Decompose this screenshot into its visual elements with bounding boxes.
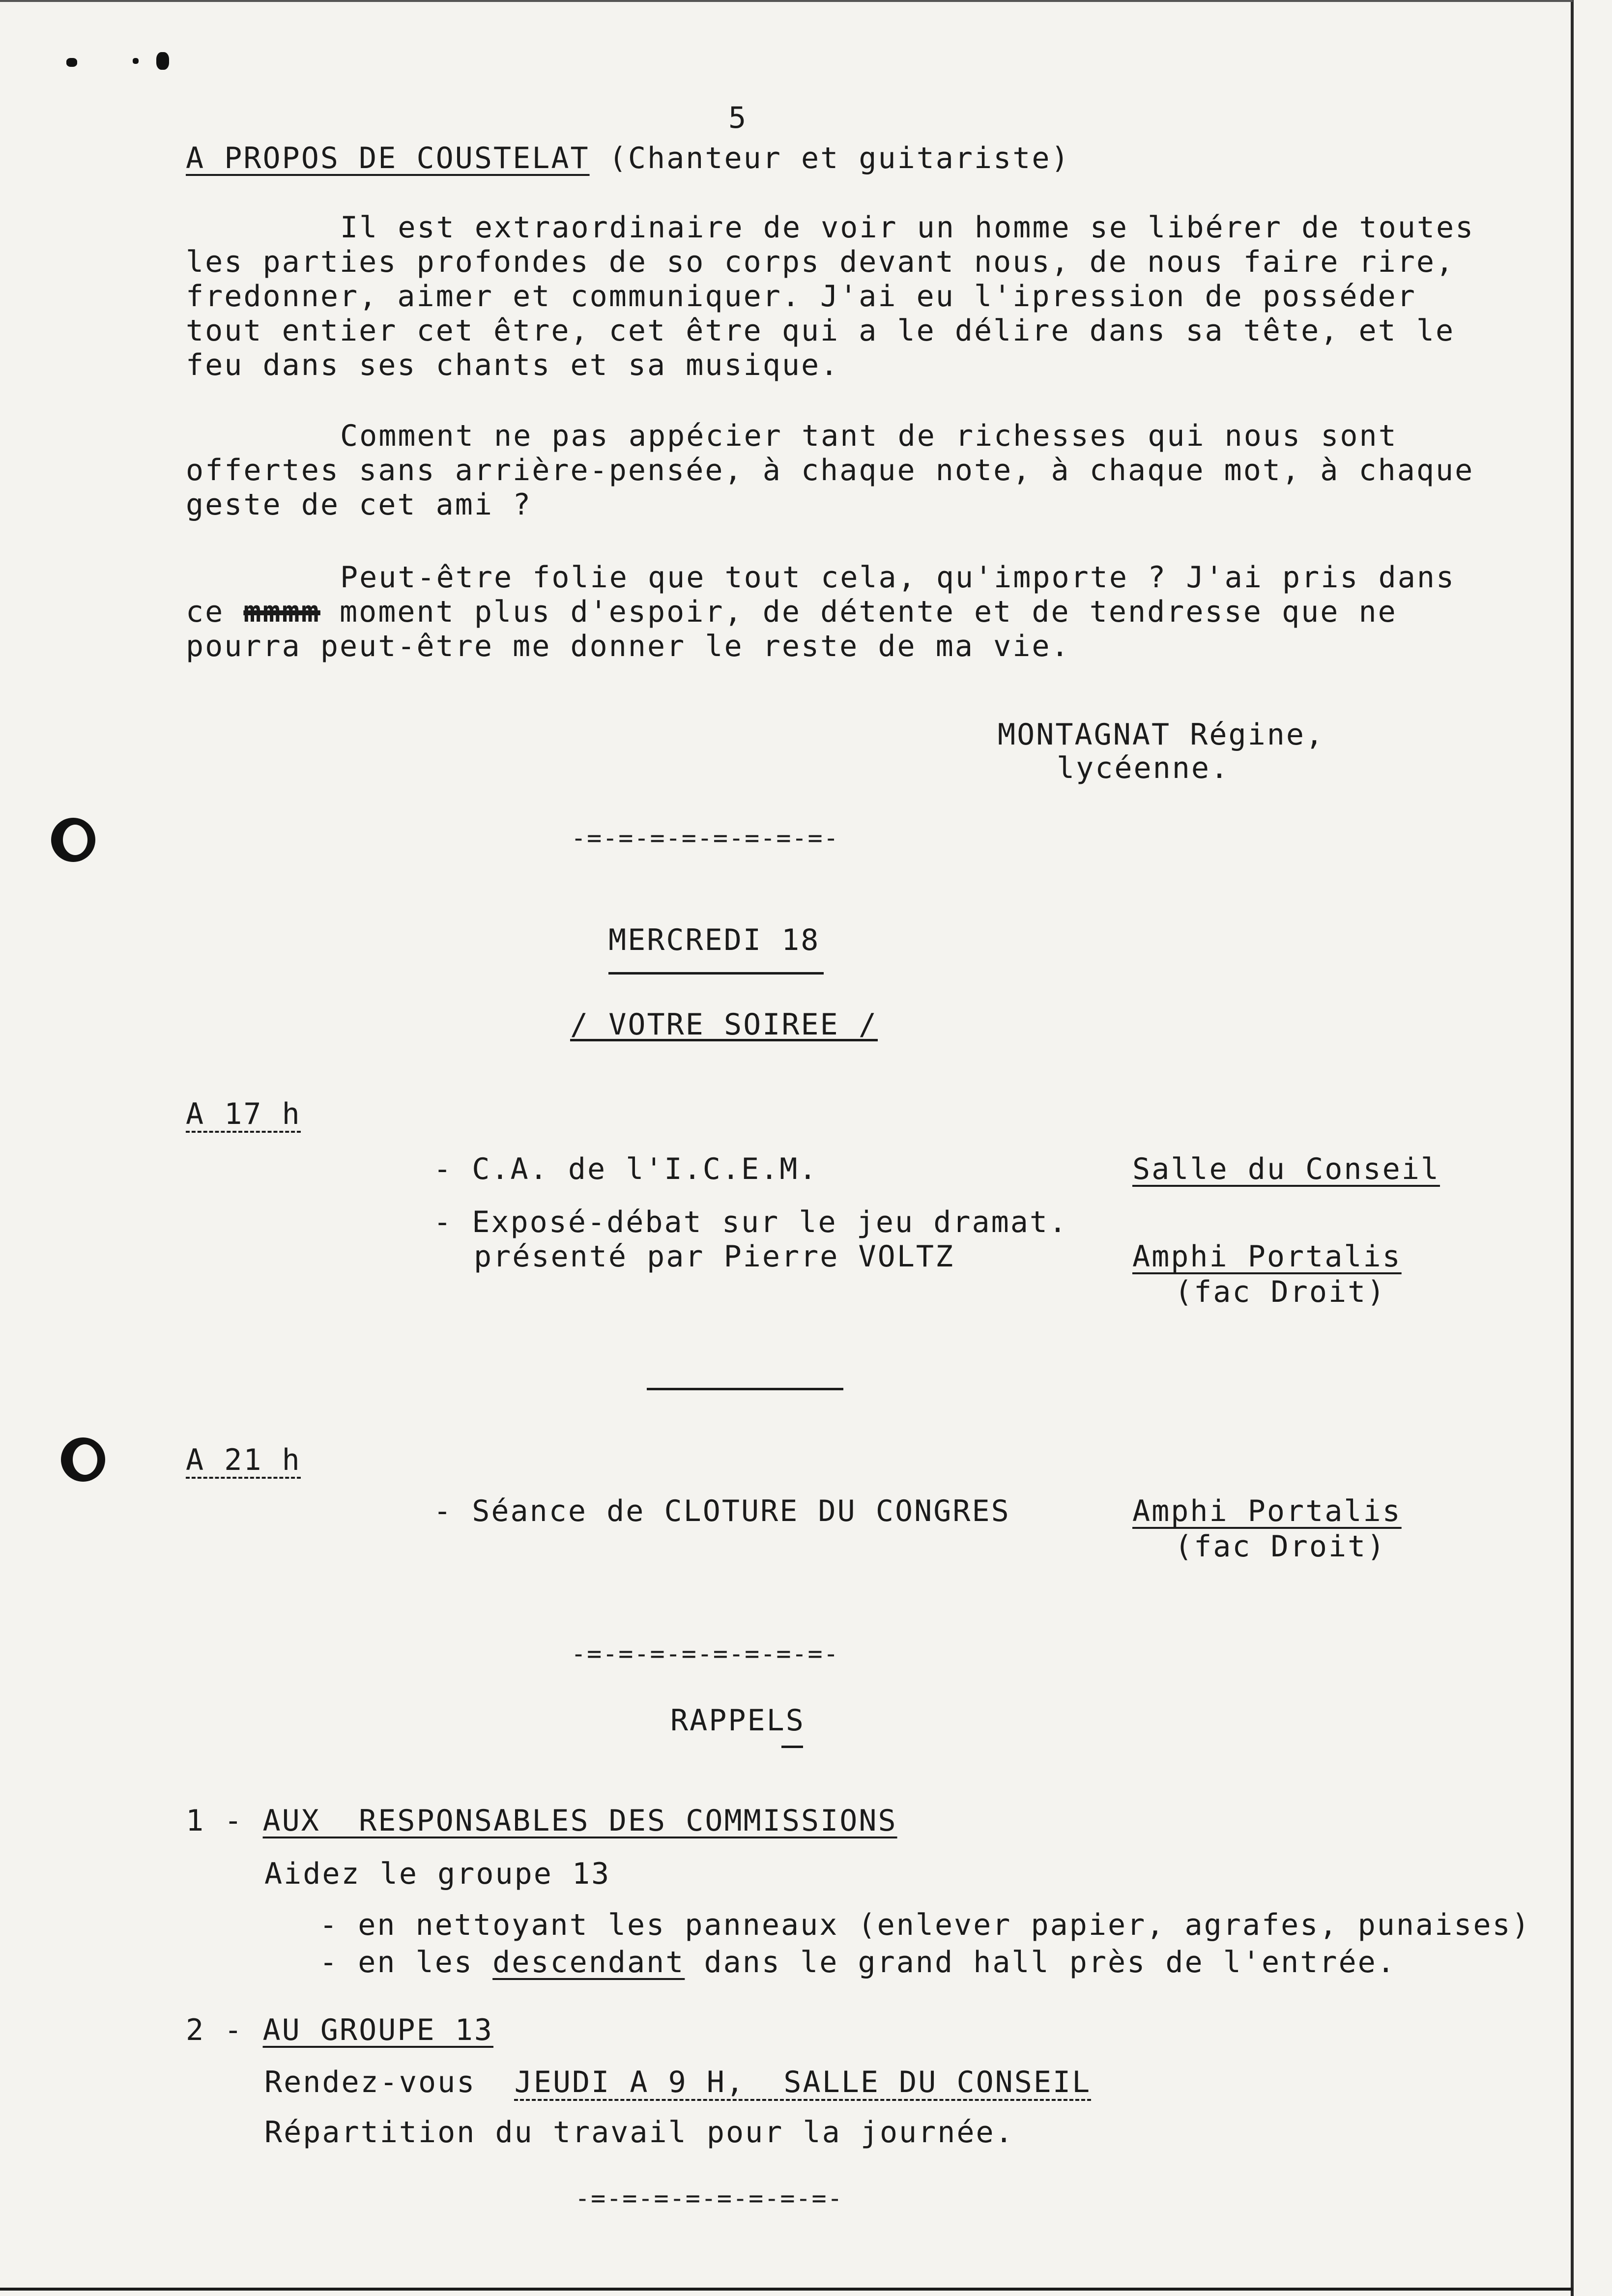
slot2-item-cloture: - Séance de CLOTURE DU CONGRES [433, 1494, 1010, 1528]
rappels-underline [781, 1746, 803, 1748]
rendezvous-detail: JEUDI A 9 H, SALLE DU CONSEIL [514, 2065, 1092, 2099]
slot1-item-expose-line2: présenté par Pierre VOLTZ [474, 1239, 955, 1274]
separator-line: -=-=-=-=-=-=-=-=- [571, 824, 839, 852]
slot1-place-salle: Salle du Conseil [1132, 1152, 1440, 1186]
paragraph-3-first-line: Peut-être folie que tout cela, qu'importe ? J'ai pris dans [340, 560, 1456, 595]
rappel-2-line-2: Répartition du travail pour la journée. [264, 2115, 1014, 2150]
evening-banner: / VOTRE SOIREE / [570, 1007, 878, 1042]
paragraph-1-body: les parties profondes de so corps devant nous, de nous faire rire, fredonner, aimer et communiquer. J'ai eu l'ipression de posséder tout entier cet être, cet être qui a le délire dans sa tête, et le feu dans ses chants et sa musique. [186, 245, 1455, 382]
slot1-place-amphi: Amphi Portalis [1132, 1239, 1402, 1274]
punch-hole-top [51, 818, 95, 862]
separator-line: -=-=-=-=-=-=-=-=- [575, 2184, 843, 2212]
slot1-place-amphi-sub: (fac Droit) [1175, 1275, 1386, 1309]
section-divider [647, 1388, 843, 1390]
article-title-line [186, 141, 1070, 175]
rappels-heading: RAPPELS [670, 1703, 805, 1738]
slot2-place-amphi-sub: (fac Droit) [1175, 1529, 1386, 1564]
rappel-2-line-1: Rendez-vous JEUDI A 9 H, SALLE DU CONSEIL [264, 2065, 1092, 2099]
page-top-border [0, 0, 1573, 2]
paragraph-2-first-line: Comment ne pas appécier tant de richesses qui nous sont [340, 419, 1398, 453]
paragraph-3-line-2: ce mmmm moment plus d'espoir, de détente et de tendresse que ne [186, 595, 1397, 629]
day-heading: MERCREDI 18 [608, 923, 820, 957]
rappel-2-title: AU GROUPE 13 [262, 2013, 493, 2047]
paragraph-3-line-3: pourra peut-être me donner le reste de ma vie. [186, 629, 1070, 663]
article-title: A PROPOS DE COUSTELAT [186, 141, 590, 175]
page-bottom-border [0, 2288, 1573, 2291]
separator-line: -=-=-=-=-=-=-=-=- [571, 1639, 839, 1668]
rappel-2-heading: 2 - AU GROUPE 13 [186, 2013, 493, 2047]
rappel-1-title: AUX RESPONSABLES DES COMMISSIONS [262, 1804, 897, 1838]
rappel-1-heading: 1 - AUX RESPONSABLES DES COMMISSIONS [186, 1804, 897, 1838]
signature-role: lycéenne. [1057, 751, 1230, 785]
signature-name: MONTAGNAT Régine, [998, 718, 1325, 752]
rappel-1-bullet-1: - en nettoyant les panneaux (enlever papier, agrafes, punaises) [319, 1908, 1531, 1942]
paragraph-1-first-line: Il est extraordinaire de voir un homme se libérer de toutes [340, 210, 1475, 245]
page-number: 5 [728, 101, 748, 135]
slot-time-17h: A 17 h [186, 1097, 301, 1131]
struck-out-word: mmmm [243, 595, 320, 629]
rappel-1-intro: Aidez le groupe 13 [264, 1857, 611, 1891]
rappel-1-bullet-2: - en les descendant dans le grand hall près de l'entrée. [319, 1945, 1396, 1980]
speck-mark [66, 58, 77, 67]
slot-time-21h: A 21 h [186, 1443, 301, 1477]
slot1-item-ca: - C.A. de l'I.C.E.M. [433, 1152, 818, 1186]
slot2-place-amphi: Amphi Portalis [1132, 1494, 1402, 1528]
speck-mark [156, 52, 169, 70]
paragraph-2-body: offertes sans arrière-pensée, à chaque note, à chaque mot, à chaque geste de cet ami ? [186, 453, 1474, 522]
page-right-border [1571, 0, 1574, 2296]
day-heading-underline [608, 972, 824, 975]
punch-hole-bottom [61, 1437, 105, 1482]
article-subtitle: (Chanteur et guitariste) [608, 141, 1070, 175]
speck-mark [133, 58, 139, 64]
slot1-item-expose: - Exposé-débat sur le jeu dramat. [433, 1205, 1068, 1239]
